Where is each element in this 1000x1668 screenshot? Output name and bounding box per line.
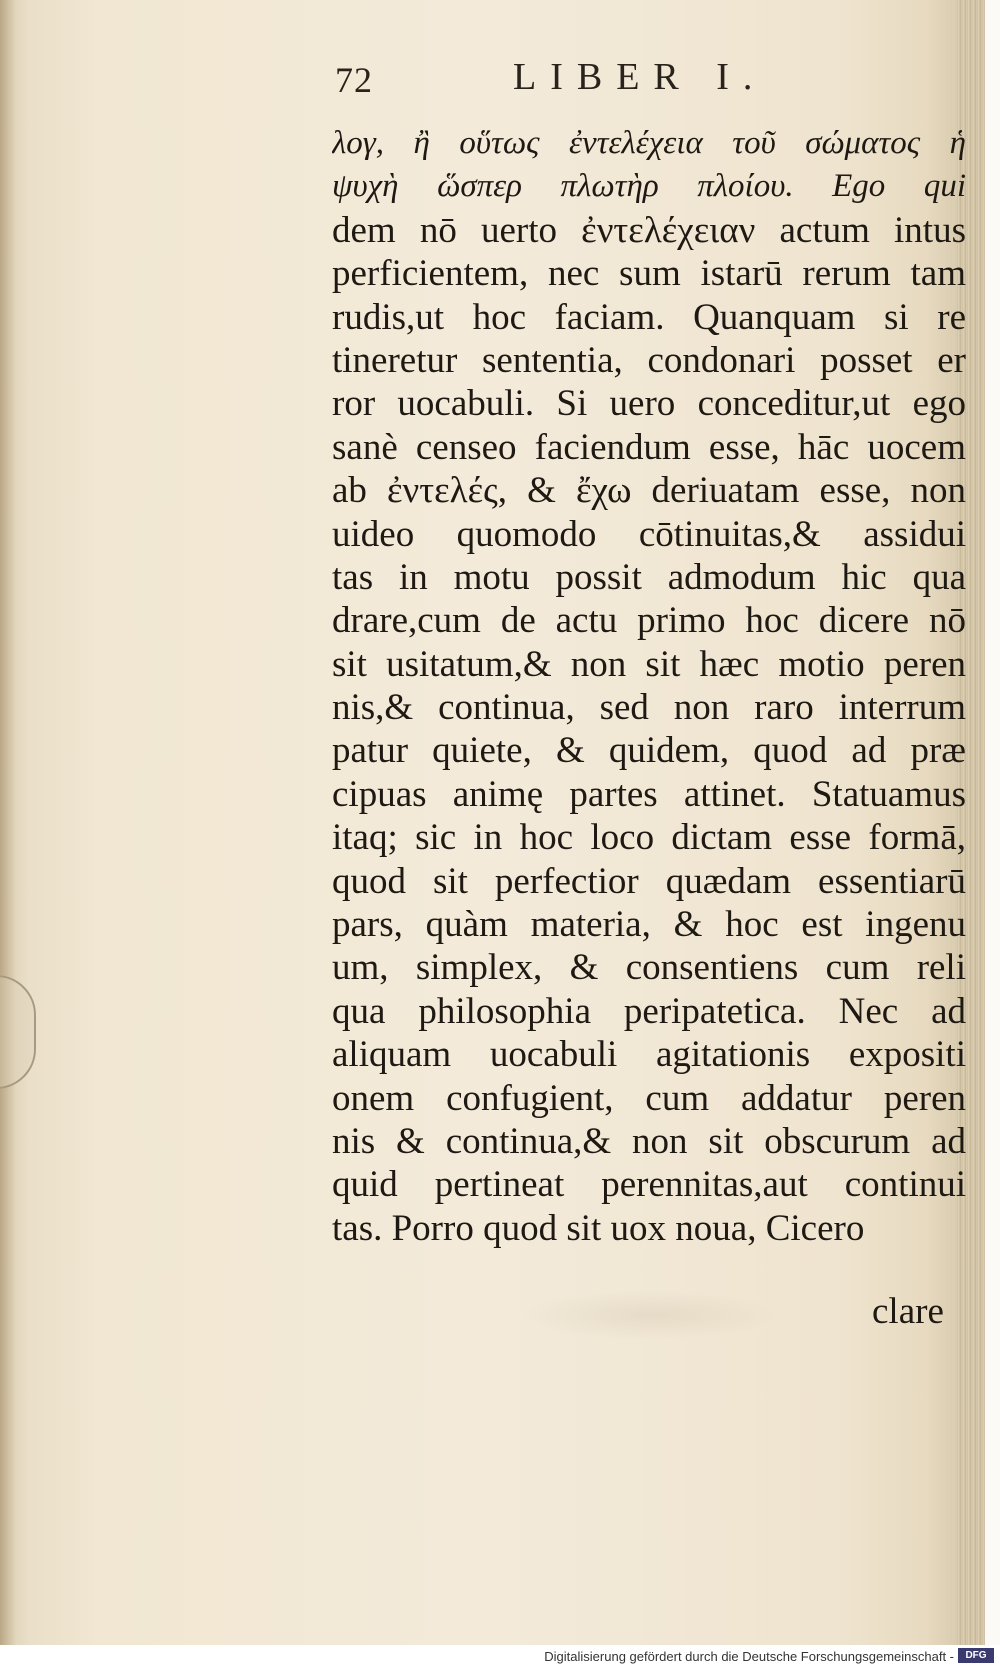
page-header [335, 55, 935, 105]
text-line: qua philosophia peripatetica. Nec ad [332, 990, 966, 1032]
text-line: itaq; sic in hoc loco dictam esse formā, [332, 817, 966, 859]
text-line: uideo quomodo cōtinuitas,& assidui [332, 513, 966, 555]
paper-stain [520, 1290, 780, 1340]
funding-credit: Digitalisierung gefördert durch die Deutsche Forschungsgemeinschaft - [544, 1649, 954, 1664]
body-text [332, 122, 972, 1250]
text-line: dem nō uerto ἐντελέχειαν actum intus [332, 209, 966, 251]
text-line: ror uocabuli. Si uero conceditur,ut ego [332, 383, 966, 425]
text-line: pars, quàm materia, & hoc est ingenu [332, 904, 966, 946]
page-binding-shadow [0, 0, 16, 1645]
running-head: LIBER I. [513, 56, 767, 98]
text-line: nis,& continua, sed non raro interrum [332, 687, 966, 729]
catchword: clare [872, 1291, 944, 1332]
text-line: rudis,ut hoc faciam. Quanquam si re [332, 296, 966, 338]
text-line: sit usitatum,& non sit hæc motio peren [332, 643, 966, 685]
text-line: tineretur sententia, condonari posset er [332, 339, 966, 381]
text-line: aliquam uocabuli agitationis expositi [332, 1034, 966, 1076]
text-line: ab ἐντελές, & ἔχω deriuatam esse, non [332, 470, 966, 512]
text-line: quod sit perfectior quædam essentiarū [332, 860, 966, 902]
text-line: nis & continua,& non sit obscurum ad [332, 1120, 966, 1162]
text-line: sanè censeo faciendum esse, hāc uocem [332, 426, 966, 468]
text-line: um, simplex, & consentiens cum reli [332, 947, 966, 989]
text-line: λογ, ἢ οὕτως ἐντελέχεια τοῦ σώματος ἡ [332, 125, 966, 161]
dfg-logo: DFG [958, 1648, 994, 1663]
text-line: patur quiete, & quidem, quod ad præ [332, 730, 966, 772]
footer-bar [0, 1645, 1000, 1668]
text-line: perficientem, nec sum istarū rerum tam [332, 253, 966, 295]
text-line: drare,cum de actu primo hoc dicere nō [332, 600, 966, 642]
text-line: tas in motu possit admodum hic qua [332, 556, 966, 598]
text-line: onem confugient, cum addatur peren [332, 1077, 966, 1119]
page-number: 72 [335, 60, 373, 100]
text-line: quid pertineat perennitas,aut continui [332, 1164, 966, 1206]
text-line: cipuas animę partes attinet. Statuamus [332, 773, 966, 815]
clip-mark [0, 975, 36, 1089]
text-line: ψυχὴ ὥσπερ πλωτὴρ πλοίου. Ego qui [332, 168, 966, 205]
text-line: tas. Porro quod sit uox noua, Cicero [332, 1207, 865, 1249]
